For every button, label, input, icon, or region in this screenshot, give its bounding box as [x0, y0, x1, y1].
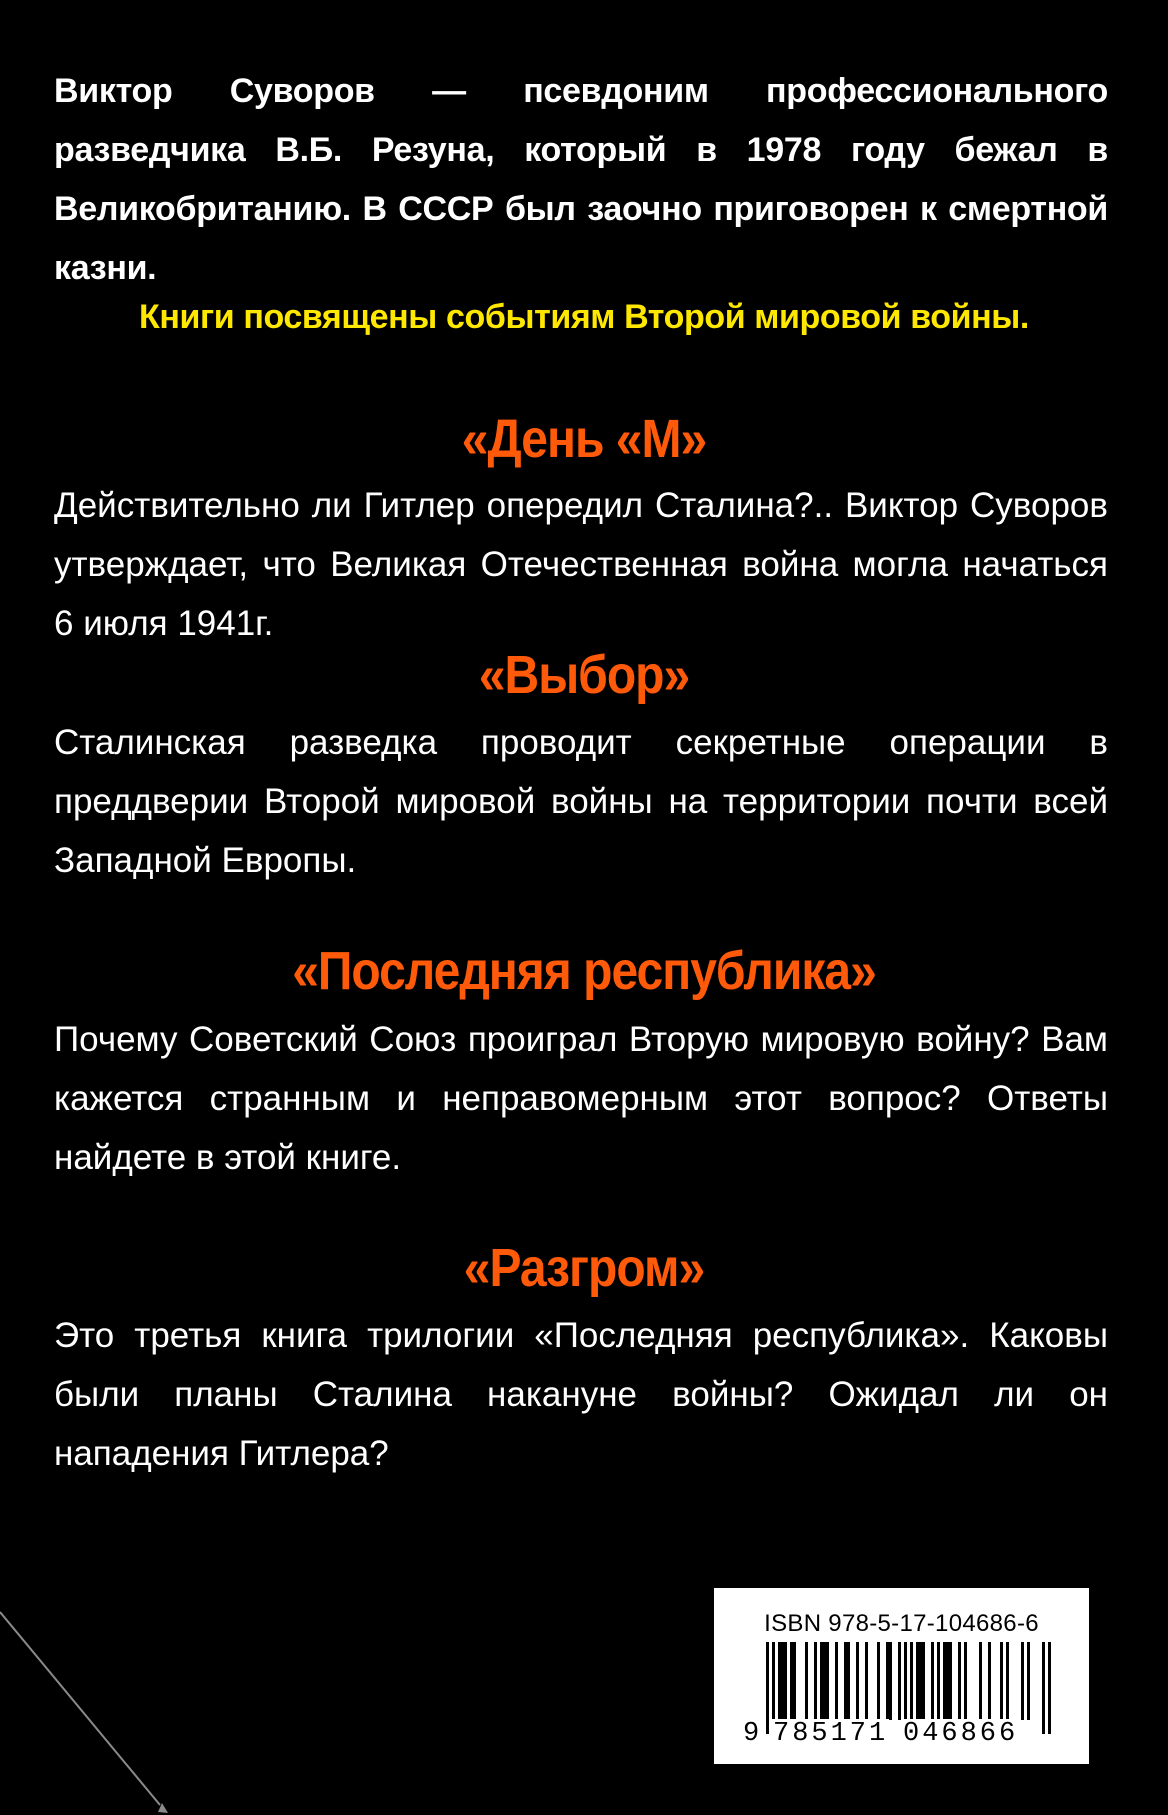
barcode-bar — [889, 1642, 892, 1720]
barcode-bar — [946, 1642, 949, 1720]
barcode-bar — [1027, 1642, 1030, 1720]
decorative-arrow-line — [0, 1600, 180, 1815]
barcode-bar — [937, 1642, 940, 1720]
book-desc-vybor: Сталинская разведка проводит секретные операции в преддверии Второй мировой войны на территории почти всей Западной Европы. — [54, 723, 1108, 880]
barcode-bar — [865, 1642, 868, 1720]
barcode-bar — [964, 1642, 967, 1720]
book-desc-poslednyaya-respublika: Почему Советский Союз проиграл Вторую мировую войну? Вам кажется странным и неправомерным этот вопрос? Ответы найдете в этой книге. — [54, 1020, 1108, 1177]
barcode-bar — [877, 1642, 880, 1720]
isbn-label: ISBN 978-5-17-104686-6 — [764, 1610, 1039, 1637]
topic-line: Книги посвящены событиям Второй мировой войны. — [139, 298, 1029, 336]
barcode-bar — [826, 1642, 829, 1720]
barcode-bar — [805, 1642, 808, 1720]
book-title-vybor: «Выбор» — [478, 645, 690, 706]
barcode-bar — [958, 1642, 961, 1720]
barcode-panel — [714, 1588, 1089, 1764]
book-desc-razgrom: Это третья книга трилогии «Последняя республика». Каковы были планы Сталина накануне войны? Ожидал ли он нападения Гитлера? — [54, 1316, 1108, 1473]
author-intro: Виктор Суворов — псевдоним профессионального разведчика В.Б. Резуна, который в 1978 году бежал в Великобританию. В СССР был заочно приговорен к смертной казни. — [54, 72, 1108, 287]
book-desc-den-m: Действительно ли Гитлер опередил Сталина?.. Виктор Суворов утверждает, что Великая Отечественная война могла начаться 6 июля 1941г. — [54, 486, 1108, 643]
book-title-razgrom: «Разгром» — [463, 1238, 705, 1299]
barcode-bar — [943, 1642, 946, 1720]
barcode-bar — [1021, 1642, 1024, 1720]
book-title-den-m: «День «М» — [461, 409, 707, 470]
barcode-bar — [919, 1642, 922, 1720]
barcode-bar — [781, 1642, 784, 1720]
barcode-bar — [784, 1642, 787, 1720]
barcode-bar — [844, 1642, 847, 1720]
barcode-bar — [898, 1642, 901, 1720]
barcode-bar — [793, 1642, 796, 1720]
barcode-bar — [814, 1642, 817, 1720]
barcode-bar — [931, 1642, 934, 1720]
barcode-bar — [1006, 1642, 1009, 1720]
barcode-bar — [820, 1642, 823, 1720]
barcode-bar — [790, 1642, 793, 1720]
barcode-bar — [916, 1642, 919, 1720]
ean-digit-first: 9 — [743, 1719, 760, 1749]
barcode-bar — [835, 1642, 838, 1720]
barcode-bar — [979, 1642, 982, 1720]
barcode-bar — [856, 1642, 859, 1720]
barcode-bar — [823, 1642, 826, 1720]
barcode-bar — [778, 1642, 781, 1720]
barcode-bar — [1000, 1642, 1003, 1720]
barcode-bar — [988, 1642, 991, 1720]
barcode-bar — [886, 1642, 889, 1720]
book-title-poslednyaya-respublika: «Последняя республика» — [292, 941, 876, 1002]
ean-digits-right: 046866 — [903, 1719, 1019, 1749]
barcode-bar — [1048, 1642, 1051, 1734]
barcode-bar — [1042, 1642, 1045, 1734]
barcode-bar — [949, 1642, 952, 1720]
ean-digits-left: 785171 — [773, 1719, 889, 1749]
barcode-bar — [766, 1642, 769, 1734]
barcode-bar — [847, 1642, 850, 1720]
barcode-bar — [922, 1642, 925, 1720]
